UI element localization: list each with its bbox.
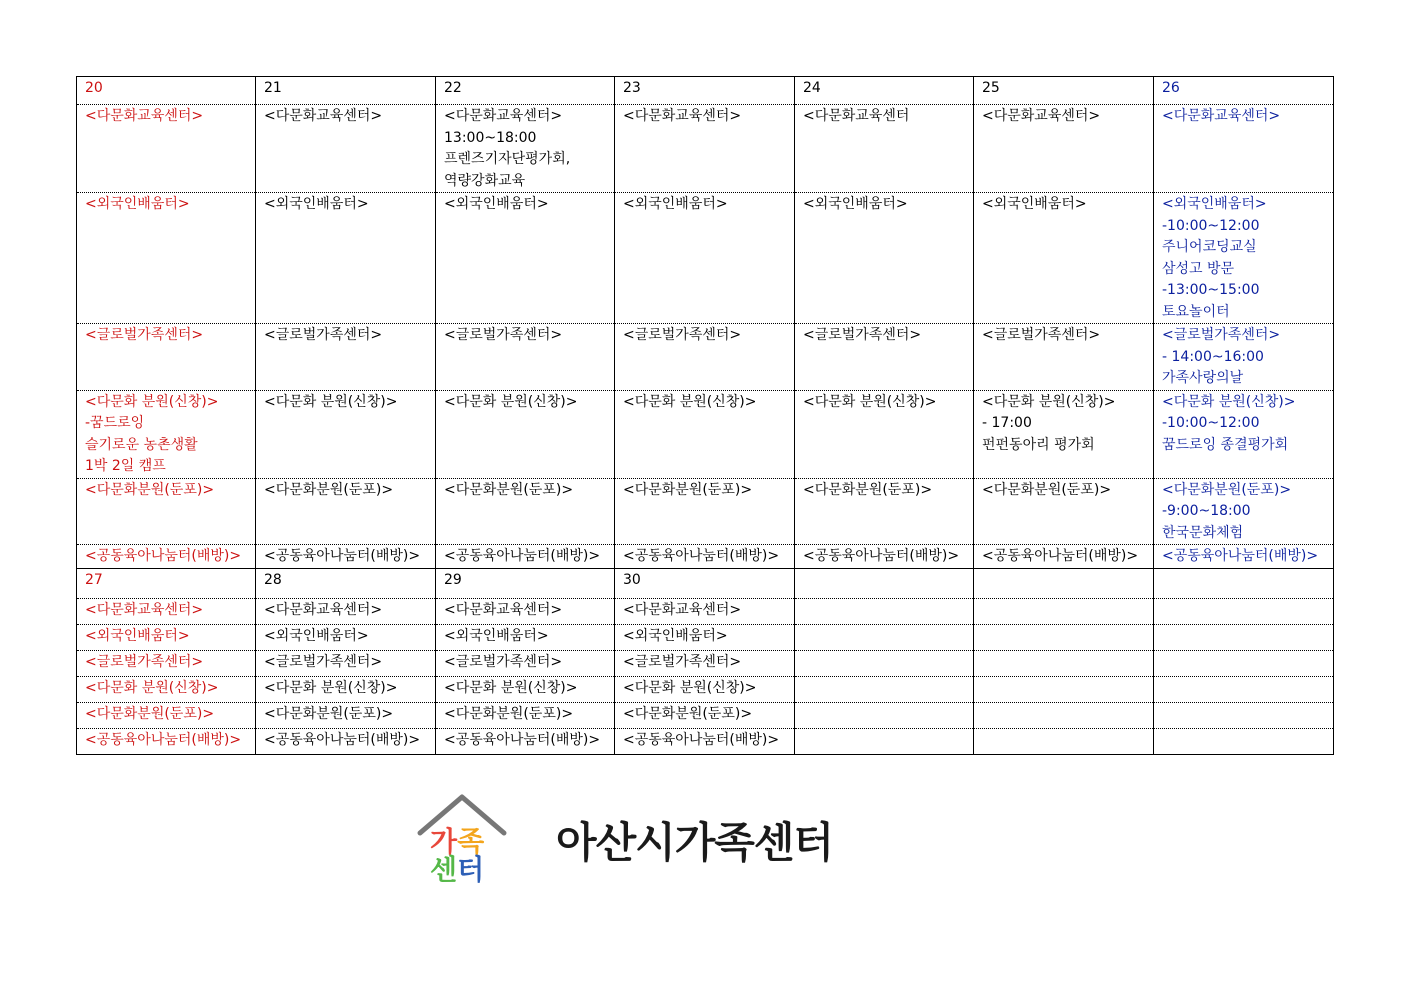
schedule-cell [1154,624,1334,650]
schedule-cell: <외국인배움터> [256,624,436,650]
schedule-cell: <다문화 분원(신창)> [436,676,615,702]
schedule-cell: <다문화 분원(신창)> [256,390,436,478]
schedule-cell: <글로벌가족센터> [77,650,256,676]
schedule-cell: <다문화 분원(신창)> - 17:00 펀펀동아리 평가회 [974,390,1154,478]
schedule-cell: <공동육아나눔터(배방)> [436,728,615,754]
schedule-cell: <다문화분원(둔포)> [256,702,436,728]
schedule-cell [974,702,1154,728]
schedule-cell [1154,598,1334,624]
program-row [77,598,1334,624]
schedule-cell: <다문화분원(둔포)> [256,478,436,545]
schedule-cell: <외국인배움터> [795,193,974,324]
logo-text-line2: 센터 [430,853,485,885]
schedule-cell: <다문화교육센터 [795,105,974,193]
schedule-cell: <다문화교육센터> [615,598,795,624]
schedule-cell: <공동육아나눔터(배방)> [256,545,436,569]
schedule-cell: <외국인배움터> [77,193,256,324]
family-center-logo [416,793,508,885]
program-row [77,324,1334,391]
schedule-cell: <공동육아나눔터(배방)> [77,728,256,754]
schedule-cell: <글로벌가족센터> [436,324,615,391]
schedule-cell: <다문화교육센터> [77,105,256,193]
schedule-cell: <다문화분원(둔포)> [77,702,256,728]
schedule-cell [974,676,1154,702]
schedule-cell: <공동육아나눔터(배방)> [256,728,436,754]
schedule-cell: <다문화 분원(신창)> [615,676,795,702]
date-cell [795,568,974,598]
schedule-cell: <글로벌가족센터> [256,650,436,676]
schedule-cell: <다문화교육센터> 13:00~18:00 프렌즈기자단평가회, 역량강화교육 [436,105,615,193]
schedule-cell: <다문화분원(둔포)> [615,702,795,728]
schedule-cell [795,624,974,650]
schedule-cell: <글로벌가족센터> [256,324,436,391]
schedule-cell: <다문화 분원(신창)> [77,676,256,702]
program-row [77,390,1334,478]
schedule-cell: <글로벌가족센터> [615,650,795,676]
schedule-cell [795,650,974,676]
schedule-cell: <외국인배움터> [256,193,436,324]
schedule-cell: <외국인배움터> [436,193,615,324]
schedule-cell: <다문화분원(둔포)> [795,478,974,545]
schedule-cell: <외국인배움터> [974,193,1154,324]
schedule-cell [1154,702,1334,728]
program-row [77,676,1334,702]
program-row [77,702,1334,728]
schedule-cell: <다문화교육센터> [256,105,436,193]
program-row [77,624,1334,650]
date-cell: 21 [256,77,436,105]
schedule-cell: <다문화교육센터> [1154,105,1334,193]
schedule-cell: <다문화분원(둔포)> -9:00~18:00 한국문화체험 [1154,478,1334,545]
schedule-cell: <공동육아나눔터(배방)> [436,545,615,569]
schedule-cell: <외국인배움터> [436,624,615,650]
schedule-cell [795,676,974,702]
date-cell: 29 [436,568,615,598]
schedule-cell: <외국인배움터> [615,624,795,650]
program-row [77,728,1334,754]
schedule-cell [1154,650,1334,676]
schedule-cell: <글로벌가족센터> [795,324,974,391]
schedule-cell [795,598,974,624]
program-row [77,193,1334,324]
schedule-cell: <글로벌가족센터> [436,650,615,676]
schedule-cell: <공동육아나눔터(배방)> [615,545,795,569]
date-cell: 26 [1154,77,1334,105]
schedule-cell: <글로벌가족센터> [77,324,256,391]
date-cell: 20 [77,77,256,105]
schedule-cell: <다문화분원(둔포)> [615,478,795,545]
schedule-cell [974,728,1154,754]
schedule-cell: <다문화 분원(신창)> [436,390,615,478]
schedule-cell [795,702,974,728]
schedule-cell: <다문화분원(둔포)> [974,478,1154,545]
date-cell: 30 [615,568,795,598]
program-row [77,105,1334,193]
schedule-body [77,77,1334,755]
date-cell: 23 [615,77,795,105]
date-row [77,568,1334,598]
schedule-cell: <다문화교육센터> [974,105,1154,193]
schedule-cell: <외국인배움터> [77,624,256,650]
schedule-cell: <다문화분원(둔포)> [77,478,256,545]
schedule-cell: <다문화교육센터> [615,105,795,193]
schedule-cell: <다문화 분원(신창)> [256,676,436,702]
schedule-cell: <다문화교육센터> [77,598,256,624]
schedule-cell: <다문화 분원(신창)> [615,390,795,478]
date-cell: 27 [77,568,256,598]
schedule-cell: <다문화교육센터> [436,598,615,624]
org-name: 아산시가족센터 [556,818,834,867]
date-cell: 24 [795,77,974,105]
schedule-cell [974,650,1154,676]
schedule-cell: <다문화 분원(신창)> -10:00~12:00 꿈드로잉 종결평가회 [1154,390,1334,478]
date-cell [974,568,1154,598]
schedule-cell [1154,728,1334,754]
schedule-cell: <다문화분원(둔포)> [436,702,615,728]
monthly-schedule-table [76,76,1334,755]
schedule-cell: <공동육아나눔터(배방)> [77,545,256,569]
program-row [77,478,1334,545]
schedule-cell: <글로벌가족센터> [974,324,1154,391]
schedule-cell: <공동육아나눔터(배방)> [615,728,795,754]
date-cell: 25 [974,77,1154,105]
program-row [77,545,1334,569]
schedule-cell [795,728,974,754]
date-cell: 28 [256,568,436,598]
schedule-cell: <다문화교육센터> [256,598,436,624]
logo-text-line1: 가족 [430,825,485,858]
schedule-cell [974,598,1154,624]
schedule-cell [1154,676,1334,702]
schedule-cell: <글로벌가족센터> - 14:00~16:00 가족사랑의날 [1154,324,1334,391]
schedule-cell: <공동육아나눔터(배방)> [1154,545,1334,569]
program-row [77,650,1334,676]
schedule-cell [974,624,1154,650]
schedule-cell: <공동육아나눔터(배방)> [974,545,1154,569]
date-cell: 22 [436,77,615,105]
schedule-cell: <다문화 분원(신창)> -꿈드로잉 슬기로운 농촌생활 1박 2일 캠프 [77,390,256,478]
schedule-cell: <외국인배움터> [615,193,795,324]
date-cell [1154,568,1334,598]
schedule-cell: <글로벌가족센터> [615,324,795,391]
date-row [77,77,1334,105]
schedule-cell: <외국인배움터> -10:00~12:00 주니어코딩교실 삼성고 방문 -13:00~15:00 토요놀이터 [1154,193,1334,324]
schedule-cell: <다문화분원(둔포)> [436,478,615,545]
schedule-cell: <공동육아나눔터(배방)> [795,545,974,569]
schedule-cell: <다문화 분원(신창)> [795,390,974,478]
